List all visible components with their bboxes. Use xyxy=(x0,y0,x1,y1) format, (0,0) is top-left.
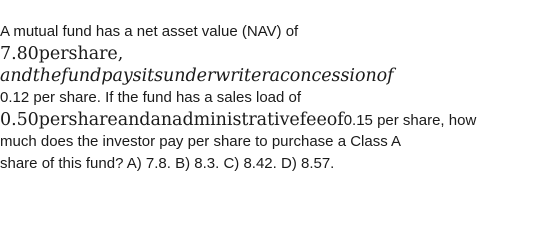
question-line-7-choices: share of this fund? A) 7.8. B) 8.3. C) 8.42. D) 8.57. xyxy=(0,155,335,172)
math-inline-concession: andthefundpaysitsunderwriteraconcessionof xyxy=(0,66,394,86)
question-line-5 xyxy=(0,111,476,130)
math-inline-sales-load: 0.50pershareandanadministrativefeeof xyxy=(0,110,344,130)
question-line-2-math xyxy=(0,45,123,64)
question-line-1: A mutual fund has a net asset value (NAV) of xyxy=(0,23,299,40)
question-line-3-math xyxy=(0,67,394,86)
math-inline-nav: 7.80pershare, xyxy=(0,44,124,64)
question-line-4: 0.12 per share. If the fund has a sales load of xyxy=(0,89,302,106)
question-line-6: much does the investor pay per share to purchase a Class A xyxy=(0,133,402,150)
question-line-5-text: 0.15 per share, how xyxy=(343,112,477,129)
